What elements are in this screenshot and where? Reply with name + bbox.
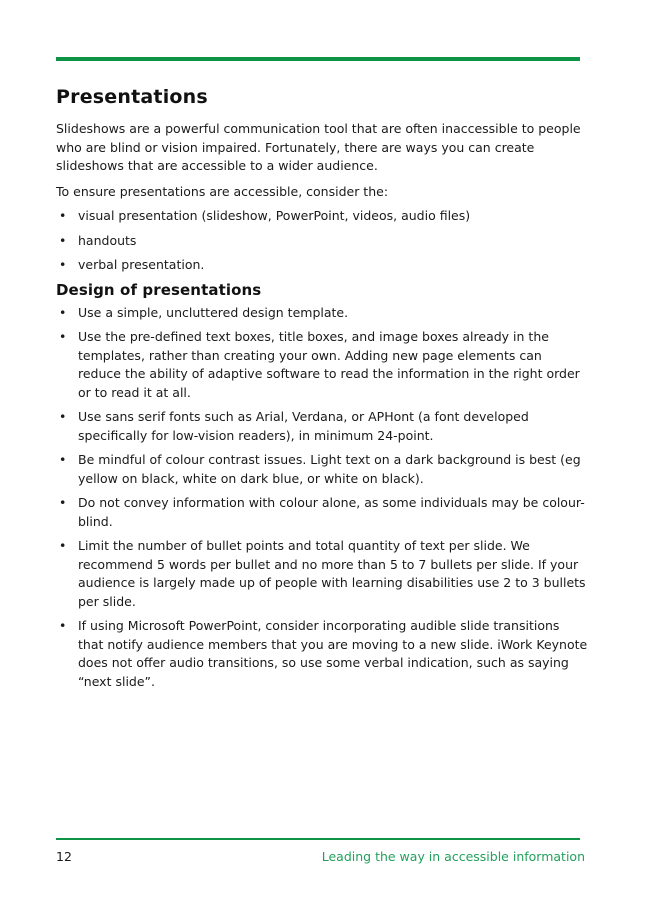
- bullet-icon: •: [59, 208, 67, 223]
- list-item-text: verbal presentation.: [78, 257, 205, 272]
- consider-list: [56, 207, 588, 275]
- bullet-icon: •: [59, 257, 67, 272]
- list-item: [56, 207, 588, 226]
- list-item-text: Use the pre-defined text boxes, title boxes, and image boxes already in the templates, rather than creating your own. Adding new page elements can reduce the ability of adaptive software to read the information in the right order or to read it at all.: [78, 329, 580, 400]
- bullet-icon: •: [59, 329, 67, 344]
- bullet-icon: •: [59, 495, 67, 510]
- page-title: Presentations: [56, 86, 208, 108]
- section-heading-design: Design of presentations: [56, 280, 262, 299]
- list-item: [56, 617, 588, 691]
- bullet-icon: •: [59, 618, 67, 633]
- list-item-text: Do not convey information with colour alone, as some individuals may be colour-blind.: [78, 495, 585, 529]
- list-item-text: handouts: [78, 232, 137, 248]
- list-item-text: If using Microsoft PowerPoint, consider incorporating audible slide transitions that notify audience members that you are moving to a new slide. iWork Keynote does not offer audio transitions, so use some verbal indication, such as saying “next slide”.: [78, 618, 588, 689]
- top-divider: [56, 57, 580, 61]
- list-item: [56, 408, 588, 445]
- list-item-text: Be mindful of colour contrast issues. Light text on a dark background is best (eg yellow on black, white on dark blue, or white on black).: [78, 452, 581, 486]
- page-footer: [56, 848, 585, 866]
- list-item-text: visual presentation (slideshow, PowerPoint, videos, audio files): [78, 208, 471, 223]
- list-item: [56, 328, 588, 402]
- footer-divider: [56, 838, 580, 840]
- bullet-icon: •: [59, 538, 67, 553]
- list-item: [56, 232, 588, 251]
- list-item-text: Limit the number of bullet points and total quantity of text per slide. We recommend 5 words per bullet and no more than 5 to 7 bullets per slide. If your audience is largely made up of people with learning disabilities use 2 to 3 bullets per slide.: [78, 538, 586, 609]
- design-list: [56, 304, 588, 692]
- bullet-icon: •: [59, 232, 67, 248]
- bullet-icon: •: [59, 452, 67, 467]
- list-item: [56, 451, 588, 488]
- consider-paragraph: To ensure presentations are accessible, consider the:: [56, 183, 389, 199]
- list-item: [56, 304, 588, 323]
- list-item-text: Use a simple, uncluttered design template.: [78, 304, 349, 320]
- bullet-icon: •: [59, 409, 67, 424]
- bullet-icon: •: [59, 304, 67, 320]
- intro-paragraph: Slideshows are a powerful communication tool that are often inaccessible to people who are blind or vision impaired. Fortunately, there are ways you can create slideshows that are accessible to a wider audience.: [56, 121, 581, 173]
- list-item: [56, 256, 588, 275]
- footer-tagline: Leading the way in accessible information: [321, 849, 585, 864]
- page-number: 12: [56, 849, 72, 864]
- list-item: [56, 494, 588, 531]
- list-item: [56, 537, 588, 611]
- list-item-text: Use sans serif fonts such as Arial, Verdana, or APHont (a font developed specifically for low-vision readers), in minimum 24-point.: [78, 409, 529, 443]
